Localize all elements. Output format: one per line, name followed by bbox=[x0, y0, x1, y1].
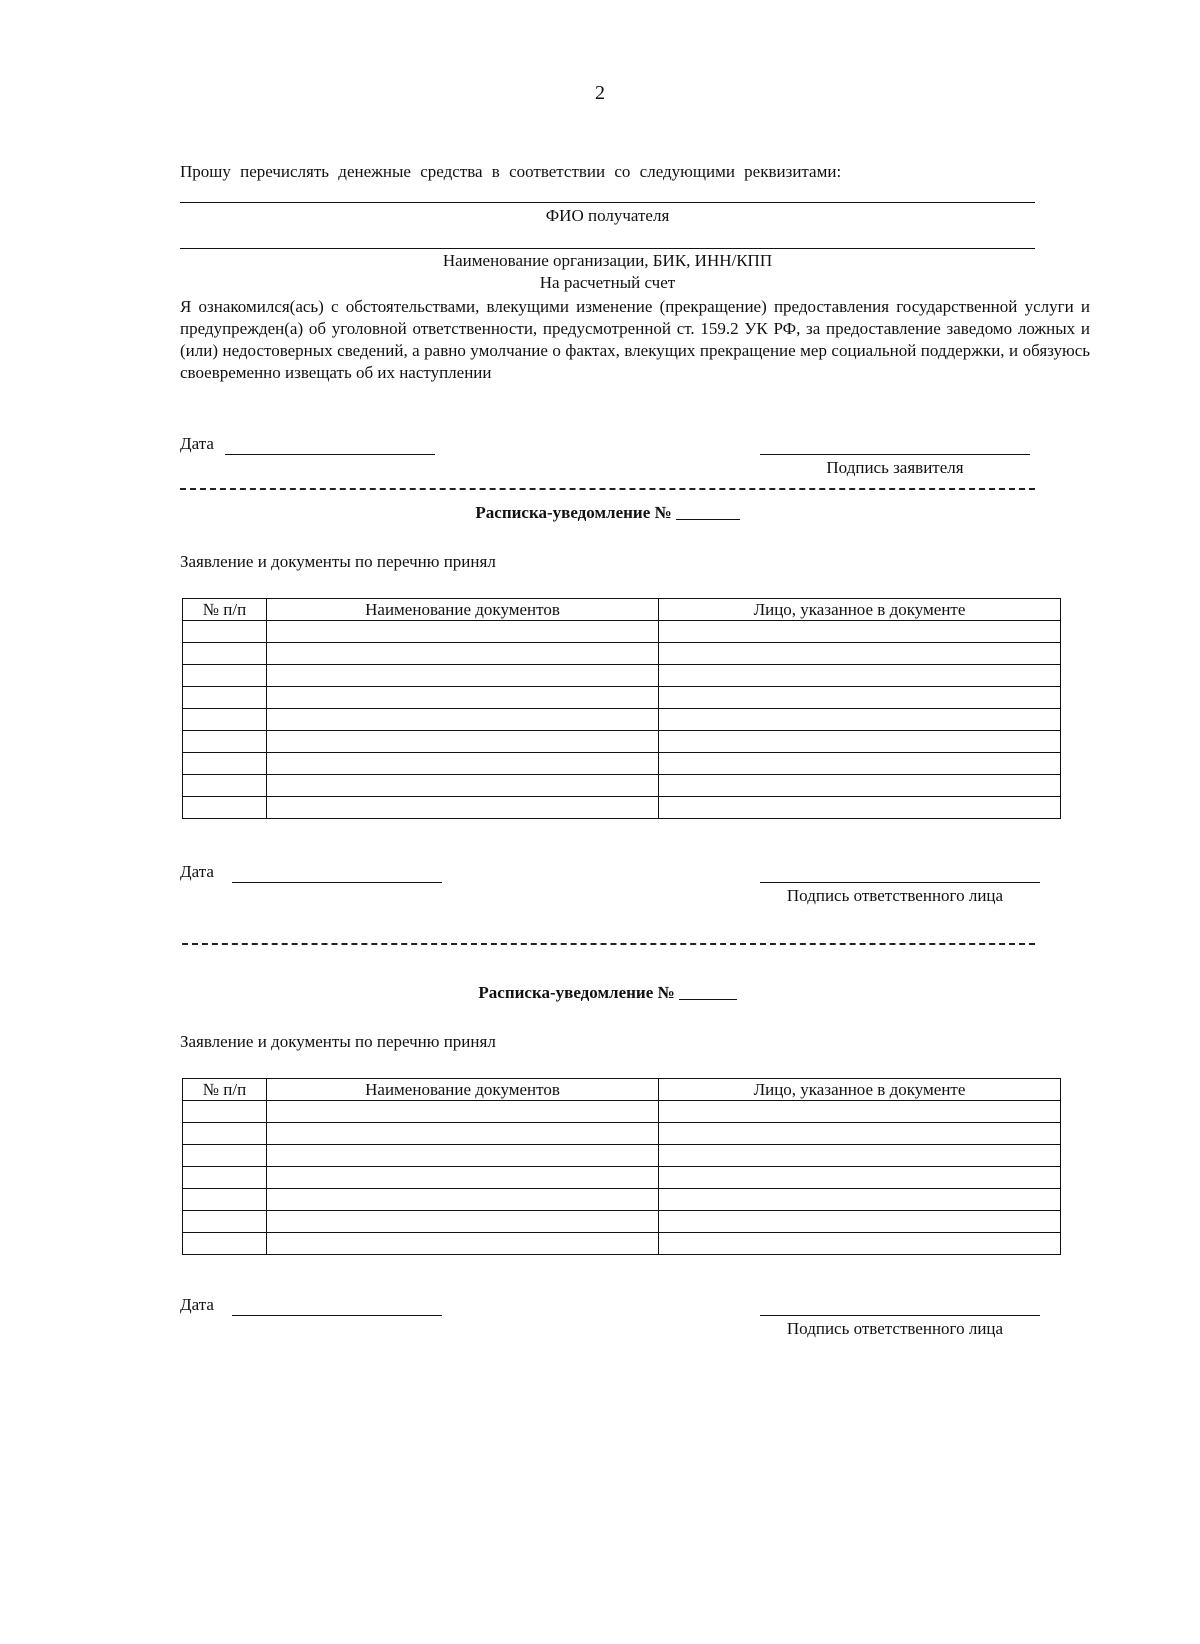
date-label: Дата bbox=[180, 434, 214, 453]
cell[interactable] bbox=[183, 1189, 267, 1211]
receipt-number-blank[interactable] bbox=[679, 999, 737, 1000]
cell[interactable] bbox=[659, 1145, 1061, 1167]
cell[interactable] bbox=[267, 665, 659, 687]
receipt-number-blank[interactable] bbox=[676, 519, 740, 520]
col-doc-name: Наименование документов bbox=[267, 1079, 659, 1101]
table-row bbox=[183, 687, 1061, 709]
table-row bbox=[183, 731, 1061, 753]
table-row bbox=[183, 621, 1061, 643]
cell[interactable] bbox=[267, 1123, 659, 1145]
table-row bbox=[183, 1189, 1061, 1211]
page-number: 2 bbox=[595, 82, 605, 104]
col-person: Лицо, указанное в документе bbox=[659, 1079, 1061, 1101]
applicant-signature-line[interactable] bbox=[760, 454, 1030, 455]
cell[interactable] bbox=[267, 621, 659, 643]
cell[interactable] bbox=[183, 665, 267, 687]
cell[interactable] bbox=[267, 775, 659, 797]
cell[interactable] bbox=[659, 709, 1061, 731]
cell[interactable] bbox=[183, 643, 267, 665]
cell[interactable] bbox=[267, 797, 659, 819]
responsible-signature-caption: Подпись ответственного лица bbox=[786, 1319, 1004, 1338]
table-row bbox=[183, 797, 1061, 819]
receipt-title-text: Расписка-уведомление № bbox=[475, 503, 672, 522]
cell[interactable] bbox=[183, 775, 267, 797]
table-row bbox=[183, 1167, 1061, 1189]
cell[interactable] bbox=[267, 1101, 659, 1123]
cell[interactable] bbox=[183, 797, 267, 819]
cell[interactable] bbox=[267, 1167, 659, 1189]
cell[interactable] bbox=[183, 687, 267, 709]
cell[interactable] bbox=[183, 709, 267, 731]
cell[interactable] bbox=[183, 1233, 267, 1255]
table-row bbox=[183, 1233, 1061, 1255]
cell[interactable] bbox=[183, 1145, 267, 1167]
cell[interactable] bbox=[183, 1123, 267, 1145]
cell[interactable] bbox=[659, 1167, 1061, 1189]
cell[interactable] bbox=[267, 753, 659, 775]
recipient-line bbox=[180, 202, 1035, 203]
cell[interactable] bbox=[183, 1167, 267, 1189]
receipt-title-text: Расписка-уведомление № bbox=[478, 983, 675, 1002]
documents-table bbox=[182, 1078, 1061, 1255]
receipt-title bbox=[180, 983, 1035, 1003]
table-row bbox=[183, 1145, 1061, 1167]
cell[interactable] bbox=[267, 1189, 659, 1211]
cell[interactable] bbox=[267, 709, 659, 731]
date-line[interactable] bbox=[232, 1315, 442, 1316]
table-row bbox=[183, 643, 1061, 665]
documents-table bbox=[182, 598, 1061, 819]
cell[interactable] bbox=[659, 775, 1061, 797]
applicant-signature-caption: Подпись заявителя bbox=[826, 458, 964, 477]
cell[interactable] bbox=[659, 1189, 1061, 1211]
receipt-title bbox=[180, 503, 1035, 523]
responsible-signature-line[interactable] bbox=[760, 1315, 1040, 1316]
cell[interactable] bbox=[267, 1145, 659, 1167]
table-row bbox=[183, 665, 1061, 687]
org-line bbox=[180, 248, 1035, 249]
date-line[interactable] bbox=[225, 454, 435, 455]
table-row bbox=[183, 753, 1061, 775]
table-row bbox=[183, 709, 1061, 731]
cell[interactable] bbox=[267, 731, 659, 753]
cell[interactable] bbox=[183, 621, 267, 643]
col-doc-name: Наименование документов bbox=[267, 599, 659, 621]
cell[interactable] bbox=[659, 1123, 1061, 1145]
cut-line bbox=[182, 943, 1035, 945]
cell[interactable] bbox=[183, 1101, 267, 1123]
intro-text: Прошу перечислять денежные средства в соответствии со следующими реквизитами: bbox=[180, 162, 842, 181]
cell[interactable] bbox=[267, 1233, 659, 1255]
cell[interactable] bbox=[183, 753, 267, 775]
cell[interactable] bbox=[659, 643, 1061, 665]
cell[interactable] bbox=[659, 753, 1061, 775]
cell[interactable] bbox=[183, 731, 267, 753]
accepted-text: Заявление и документы по перечню принял bbox=[180, 552, 496, 571]
cut-line bbox=[180, 488, 1035, 490]
cell[interactable] bbox=[659, 797, 1061, 819]
recipient-caption: ФИО получателя bbox=[545, 206, 670, 225]
account-caption: На расчетный счет bbox=[539, 273, 676, 292]
cell[interactable] bbox=[659, 621, 1061, 643]
table-row bbox=[183, 1101, 1061, 1123]
cell[interactable] bbox=[659, 731, 1061, 753]
cell[interactable] bbox=[267, 687, 659, 709]
date-line[interactable] bbox=[232, 882, 442, 883]
table-header bbox=[183, 1079, 1061, 1101]
cell[interactable] bbox=[267, 1211, 659, 1233]
col-person: Лицо, указанное в документе bbox=[659, 599, 1061, 621]
cell[interactable] bbox=[183, 1211, 267, 1233]
date-label: Дата bbox=[180, 1295, 214, 1314]
col-number: № п/п bbox=[183, 1079, 267, 1101]
responsible-signature-caption: Подпись ответственного лица bbox=[786, 886, 1004, 905]
cell[interactable] bbox=[659, 1101, 1061, 1123]
table-row bbox=[183, 1211, 1061, 1233]
table-header bbox=[183, 599, 1061, 621]
cell[interactable] bbox=[659, 687, 1061, 709]
cell[interactable] bbox=[267, 643, 659, 665]
org-caption: Наименование организации, БИК, ИНН/КПП bbox=[442, 251, 773, 270]
col-number: № п/п bbox=[183, 599, 267, 621]
table-row bbox=[183, 775, 1061, 797]
table-row bbox=[183, 1123, 1061, 1145]
cell[interactable] bbox=[659, 1233, 1061, 1255]
date-label: Дата bbox=[180, 862, 214, 881]
declaration-text: Я ознакомился(ась) с обстоятельствами, влекущими изменение (прекращение) предоставления государственной услуги и предупрежден(а) об уголовной ответственности, предусмотренной ст. 159.2 УК РФ, за предоставление заведомо ложных и (или) недостоверных сведений, а равно умолчание о фактах, влекущих прекращение мер социальной поддержки, и обязуюсь своевременно извещать об их наступлении bbox=[180, 297, 1090, 382]
cell[interactable] bbox=[659, 665, 1061, 687]
cell[interactable] bbox=[659, 1211, 1061, 1233]
responsible-signature-line[interactable] bbox=[760, 882, 1040, 883]
accepted-text: Заявление и документы по перечню принял bbox=[180, 1032, 496, 1051]
